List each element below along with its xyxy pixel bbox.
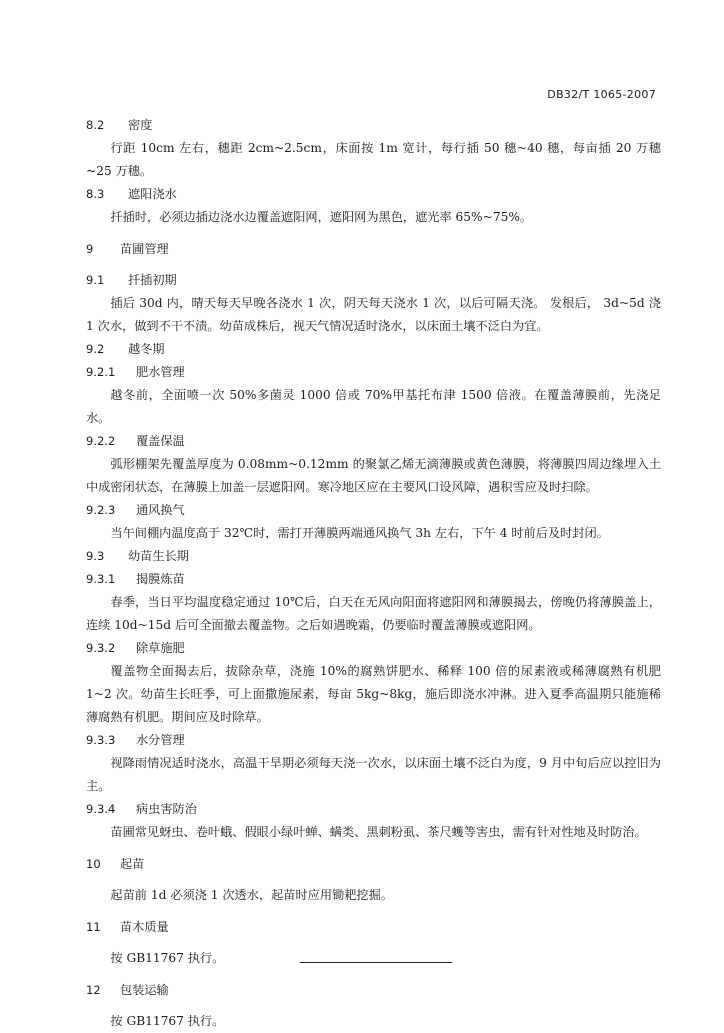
section-number: 9.3.4 [86,802,116,816]
section-title: 通风换气 [136,503,185,517]
section-number: 9 [86,241,94,256]
section-title: 遮阳浇水 [128,187,177,201]
body-paragraph: 按 GB11767 执行。 [110,951,225,965]
section-title: 越冬期 [128,342,165,356]
body-paragraph: 行距 10cm 左右，穗距 2cm~2.5cm，床面按 1m 宽计，每行插 50 穗~40 穗，每亩插 20 万穗~25 万穗。 [86,141,661,178]
body-paragraph: 覆盖物全面揭去后，拔除杂草，浇施 10%的腐熟饼肥水、稀释 100 倍的尿素液或稀薄腐熟有机肥 1~2 次。幼苗生长旺季，可上面撒施尿素，每亩 5kg~8kg，施后即浇水冲淋。进入夏季高温期只能施稀薄腐熟有机肥。期间应及时除草。 [86,664,661,724]
subsection-heading [86,183,661,206]
section-title: 幼苗生长期 [128,549,189,563]
section-title: 苗圃管理 [120,241,169,256]
body-paragraph: 春季，当日平均温度稳定通过 10℃后，白天在无风向阳面将遮阳网和薄膜揭去，傍晚仍将薄膜盖上，连续 10d~15d 后可全面撤去覆盖物。之后如遇晚霜，仍要临时覆盖薄膜或遮阳网。 [86,595,661,632]
subsection-heading [86,269,661,292]
body-paragraph: 扦插时，必须边插边浇水边覆盖遮阳网，遮阳网为黑色，遮光率 65%~75%。 [110,210,533,224]
section-number: 10 [86,856,101,871]
section-heading [86,915,661,939]
section-number: 8.2 [86,118,105,132]
subsection-heading [86,338,661,361]
body-paragraph: 视降雨情况适时浇水，高温干旱期必须每天浇一次水，以床面土壤不泛白为度，9 月中旬后应以控旧为主。 [86,756,661,793]
subsection-heading [86,545,661,568]
subsection-heading [86,499,661,522]
body-paragraph: 苗圃常见蚜虫、卷叶蛾、假眼小绿叶蝉、螨类、黑刺粉虱、茶尺蠖等害虫，需有针对性地及时防治。 [110,825,647,839]
section-number: 11 [86,919,101,934]
section-title: 覆盖保温 [136,434,185,448]
body-paragraph: 起苗前 1d 必须浇 1 次透水，起苗时应用锄耙挖掘。 [110,888,393,902]
section-title: 苗木质量 [120,919,169,934]
section-title: 除草施肥 [136,641,185,655]
section-number: 9.2.1 [86,365,116,379]
subsection-heading [86,361,661,384]
section-number: 9.2.3 [86,503,116,517]
document-body [86,114,661,1033]
section-heading [86,852,661,876]
end-rule [300,962,452,963]
standard-number: DB32/T 1065-2007 [547,88,656,101]
section-number: 9.3.2 [86,641,116,655]
section-number: 9.2.2 [86,434,116,448]
section-number: 9.3.3 [86,733,116,747]
subsection-heading [86,568,661,591]
section-title: 扦插初期 [128,273,177,287]
subsection-heading [86,430,661,453]
section-number: 9.1 [86,273,105,287]
section-number: 8.3 [86,187,105,201]
body-paragraph: 插后 30d 内，晴天每天早晚各浇水 1 次，阴天每天浇水 1 次，以后可隔天浇。 发根后， 3d~5d 浇 1 次水，做到不干不渍。幼苗成株后，视天气情况适时浇水，以床面土壤不泛白为宜。 [86,296,661,333]
section-title: 肥水管理 [136,365,185,379]
section-number: 9.3 [86,549,105,563]
section-title: 密度 [128,118,153,132]
body-paragraph: 按 GB11767 执行。 [110,1014,225,1028]
subsection-heading [86,729,661,752]
section-title: 起苗 [120,856,145,871]
body-paragraph: 弧形棚架先覆盖厚度为 0.08mm~0.12mm 的聚氯乙烯无滴薄膜或黄色薄膜，将薄膜四周边缘埋入土中成密闭状态，在薄膜上加盖一层遮阳网。寒冷地区应在主要风口设风障，遇积雪应及时扫除。 [86,457,661,494]
section-title: 揭膜炼苗 [136,572,185,586]
section-title: 包装运输 [120,982,169,997]
subsection-heading [86,798,661,821]
body-paragraph: 当午间棚内温度高于 32℃时，需打开薄膜两端通风换气 3h 左右，下午 4 时前后及时封闭。 [110,526,609,540]
section-title: 病虫害防治 [136,802,197,816]
section-number: 9.3.1 [86,572,116,586]
section-number: 12 [86,982,101,997]
subsection-heading [86,114,661,137]
section-heading [86,237,661,261]
subsection-heading [86,637,661,660]
section-heading [86,978,661,1002]
section-title: 水分管理 [136,733,185,747]
body-paragraph: 越冬前，全面喷一次 50%多菌灵 1000 倍或 70%甲基托布津 1500 倍液。在覆盖薄膜前，先浇足水。 [86,388,661,425]
section-number: 9.2 [86,342,105,356]
